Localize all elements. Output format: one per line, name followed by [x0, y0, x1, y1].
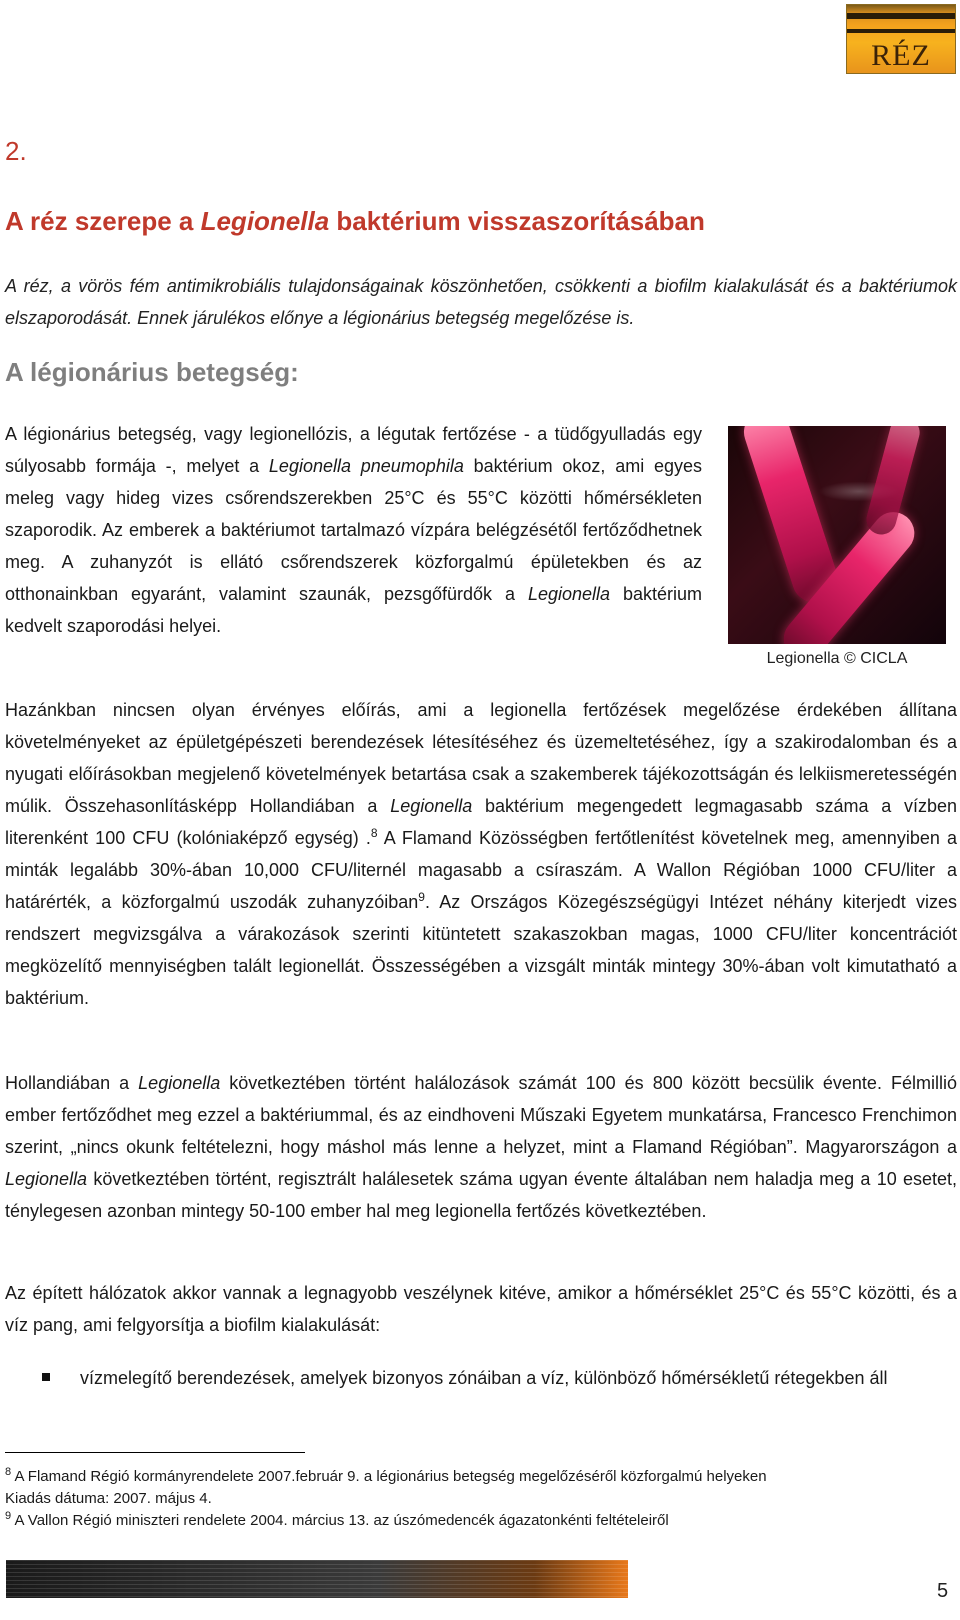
legionella-photo	[728, 426, 946, 644]
p1-text-2: baktérium okoz, ami egyes meleg vagy hideg vizes csőrendszerekben 25°C és 55°C közötti hőmérsékleten szaporodik. Az emberek a baktériumot tartalmazó vízpára belégzésétől fertőződhetnek meg. A zuhanyzót is ellátó csőrendszerek közforgalmú épületekben és az otthonainkban egyaránt, valamint szaunák, pezsgőfürdők a	[5, 456, 702, 604]
p1-text-3: baktérium kedvelt szaporodási helyei.	[5, 584, 702, 636]
p2-text-4: . Az Országos Közegészségügyi Intézet néhány kiterjedt vizes rendszert megvizsgálva a várakozások szerinti kitüntetett szakaszokban magas, 1000 CFU/liter koncentrációt megközelítő mennyiségben talált legionellát. Összességében a vizsgált minták mintegy 30%-ában volt kimutatható a baktérium.	[5, 892, 958, 1008]
list-item-text: vízmelegítő berendezések, amelyek bizonyos zónáiban a víz, különböző hőmérsékletű rétegekben áll	[80, 1368, 888, 1388]
footer-band	[6, 1560, 628, 1598]
page-number: 5	[937, 1580, 949, 1602]
p1-text-1: A légionárius betegség, vagy legionellózis, a légutak fertőzése - a tüdőgyulladás egy súlyosabb formája -, melyet a	[5, 424, 702, 476]
footnote-9-number: 9	[5, 1510, 12, 1522]
footnote-8-number: 8	[5, 1466, 12, 1478]
footnote-9-text: A Vallon Régió miniszteri rendelete 2004. március 13. az úszómedencék ágazatonkénti feltételeiről	[11, 1512, 669, 1529]
logo-bar-top	[847, 13, 955, 19]
footnote-ref-9[interactable]: 9	[418, 890, 425, 904]
logo-text: RÉZ	[871, 39, 931, 72]
section-title: A légionárius betegség:	[5, 357, 299, 387]
footnote-9	[5, 1510, 957, 1532]
bullet-square-icon	[42, 1373, 50, 1381]
chapter-title-after: baktérium visszaszorításában	[329, 206, 705, 236]
p2-text-3: A Flamand Közösségben fertőtlenítést követelnek meg, amennyiben a minták legalább 30%-ában 10,000 CFU/liternél magasabb a csíraszám. A Wallon Régióban 1000 CFU/liter a határérték, a közforgalmú uszodák zuhanyzóiban	[5, 828, 958, 912]
regulation-paragraph	[5, 694, 957, 1014]
p1-italic-2: Legionella	[527, 584, 611, 604]
risk-list	[0, 1362, 957, 1394]
mortality-paragraph	[5, 1067, 957, 1227]
p3-italic-2: Legionella	[5, 1169, 88, 1189]
legionnaires-paragraph	[5, 418, 702, 642]
risk-paragraph: Az épített hálózatok akkor vannak a legnagyobb veszélynek kitéve, amikor a hőmérséklet 25°C és 55°C közötti, és a víz pang, ami felgyorsítja a biofilm kialakulását:	[5, 1283, 957, 1335]
photo-caption: Legionella © CICLA	[766, 650, 908, 667]
footnotes	[5, 1466, 957, 1532]
p3-italic-1: Legionella	[138, 1073, 221, 1093]
footnote-8	[5, 1466, 957, 1488]
p1-italic-1: Legionella pneumophila	[268, 456, 464, 476]
chapter-title	[5, 206, 705, 237]
list-item	[0, 1362, 957, 1394]
chapter-title-italic: Legionella	[200, 206, 330, 236]
rez-logo	[846, 4, 956, 74]
footnote-separator	[5, 1452, 305, 1453]
intro-paragraph: A réz, a vörös fém antimikrobiális tulajdonságainak köszönhetően, csökkenti a biofilm kialakulását és a baktériumok elszaporodását. Ennek járulékos előnye a légionárius betegség megelőzése is.	[5, 276, 957, 328]
footnote-8-line-2: Kiadás dátuma: 2007. május 4.	[5, 1490, 212, 1507]
bacterium-rod	[863, 426, 923, 538]
p2-text-2: baktérium megengedett legmagasabb száma a vízben literenként 100 CFU (kolóniaképző egység) .	[5, 796, 957, 848]
p3-text-2: következtében történt halálozások számát 100 és 800 között becsülik évente. Félmillió ember fertőződhet meg ezzel a baktériummal, és az eindhoveni Műszaki Egyetem munkatársa, Francesco Frenchimon szerint, „nincs okunk feltételezni, hogy máshol más lenne a helyzet, mint a Flamand Régióban”. Magyarországon a	[5, 1073, 957, 1157]
chapter-number: 2.	[5, 136, 27, 166]
p3-text-3: következtében történt, regisztrált halálesetek száma ugyan évente általában nem haladja meg a 10 esetet, ténylegesen azonban mintegy 50-100 ember hal meg legionella fertőzés következtében.	[5, 1169, 957, 1221]
p2-text-1: Hazánkban nincsen olyan érvényes előírás, ami a legionella fertőzések megelőzése érdekében állítana követelményeket az épületgépészeti berendezések létesítéséhez és üzemeltetéséhez, így a szakirodalomban és a nyugati előírásokban megjelenő követelmények betartása csak a szakemberek tájékozottságán és lelkiismeretességén múlik. Összehasonlításképp Hollandiában a	[5, 700, 957, 816]
chapter-title-before: A réz szerepe a	[5, 206, 201, 236]
footnote-ref-8[interactable]: 8	[370, 826, 378, 840]
footnote-8-line-1: A Flamand Régió kormányrendelete 2007.február 9. a légionárius betegség megelőzéséről közforgalmú helyeken	[11, 1468, 767, 1485]
p3-text-1: Hollandiában a	[5, 1073, 139, 1093]
p2-italic-1: Legionella	[390, 796, 473, 816]
logo-bar-middle	[847, 29, 955, 33]
